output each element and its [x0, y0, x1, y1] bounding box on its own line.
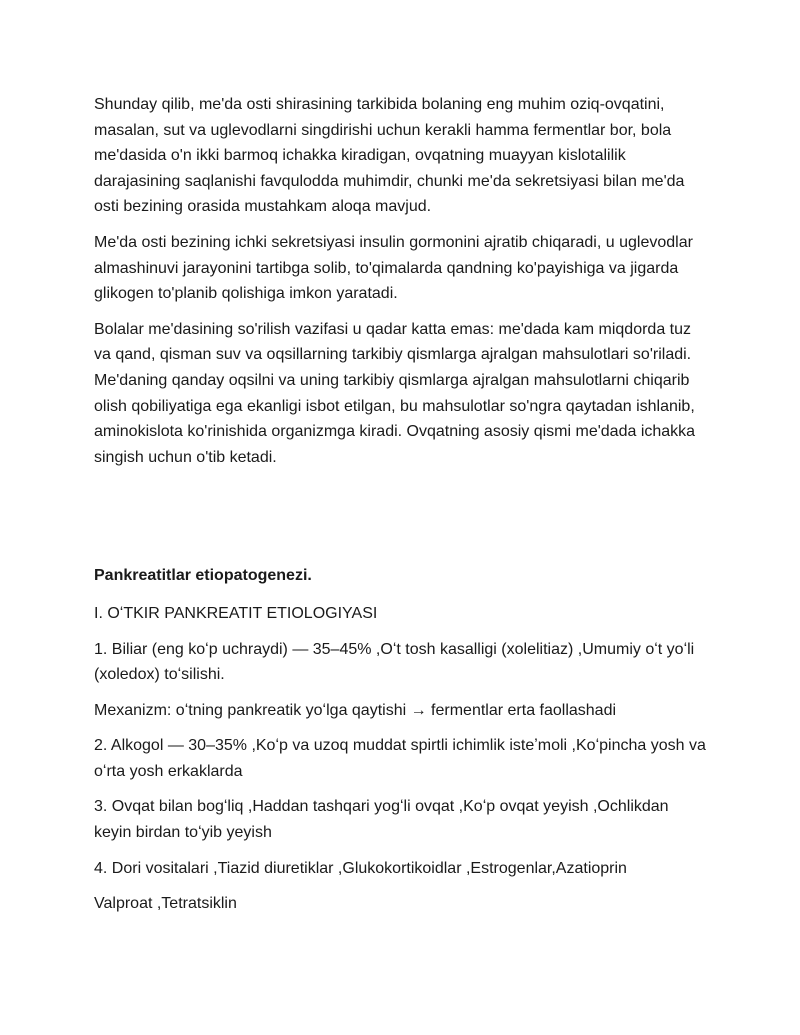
etiology-item-biliary: 1. Biliar (eng koʻp uchraydi) — 35–45% ,Oʻt tosh kasalligi (xolelitiaz) ,Umumiy oʻt yoʻli (xoledox) toʻsilishi.	[94, 640, 695, 684]
document-page	[94, 92, 706, 927]
blank-space	[94, 480, 706, 563]
paragraph-insulin: Me'da osti bezining ichki sekretsiyasi insulin gormonini ajratib chiqaradi, u uglevodlar almashinuvi jarayonini tartibga solib, to'qimalarda qandning ko'payishiga va jigarda glikogen to'planib qolishiga imkon yaratadi.	[94, 233, 693, 303]
etiology-item-drugs: 4. Dori vositalari ,Tiazid diuretiklar ,Glukokortikoidlar ,Estrogenlar,Azatioprin	[94, 859, 627, 877]
etiology-mechanism: Mexanizm: oʻtning pankreatik yoʻlga qaytishi → fermentlar erta faollashadi	[94, 701, 617, 719]
etiology-item-drugs-continued: Valproat ,Tetratsiklin	[94, 895, 237, 913]
paragraph-pancreatic-juice: Shunday qilib, me'da osti shirasining tarkibida bolaning eng muhim oziq-ovqatini, masalan, sut va uglevodlarni singdirishi uchun kerakli hamma fermentlar bor, bola me'dasida o'n ikki barmoq ichakka kiradigan, ovqatning muayyan kislotalilik darajasining saqlanishi favqulodda muhimdir, chunki me'da sekretsiyasi bilan me'da osti bezining orasida mustahkam aloqa mavjud.	[94, 96, 685, 216]
section-heading: Pankreatitlar etiopatogenezi.	[94, 567, 312, 585]
etiology-item-food: 3. Ovqat bilan bogʻliq ,Haddan tashqari yogʻli ovqat ,Koʻp ovqat yeyish ,Ochlikdan keyin birdan toʻyib yeyish	[94, 798, 669, 842]
etiology-item-alcohol: 2. Alkogol — 30–35% ,Koʻp va uzoq muddat spirtli ichimlik isteʼmoli ,Koʻpincha yosh va oʻrta yosh erkaklarda	[94, 737, 706, 780]
paragraph-absorption: Bolalar me'dasining so'rilish vazifasi u qadar katta emas: me'dada kam miqdorda tuz va qand, qisman suv va oqsillarning tarkibiy qismlarga ajralgan mahsulotlari so'riladi. Me'daning qanday oqsilni va uning tarkibiy qismlarga ajralgan mahsulotlarni chiqarib olish qobiliyatiga ega ekanligi isbot etilgan, bu mahsulotlar so'ngra qaytadan ishlanib, aminokislota ko'rinishida organizmga kiradi. Ovqatning asosiy qismi me'dada ichakka singish uchun o'tib ketadi.	[94, 320, 696, 466]
etiology-title: I. OʻTKIR PANKREATIT ETIOLOGIYASI	[94, 604, 378, 622]
